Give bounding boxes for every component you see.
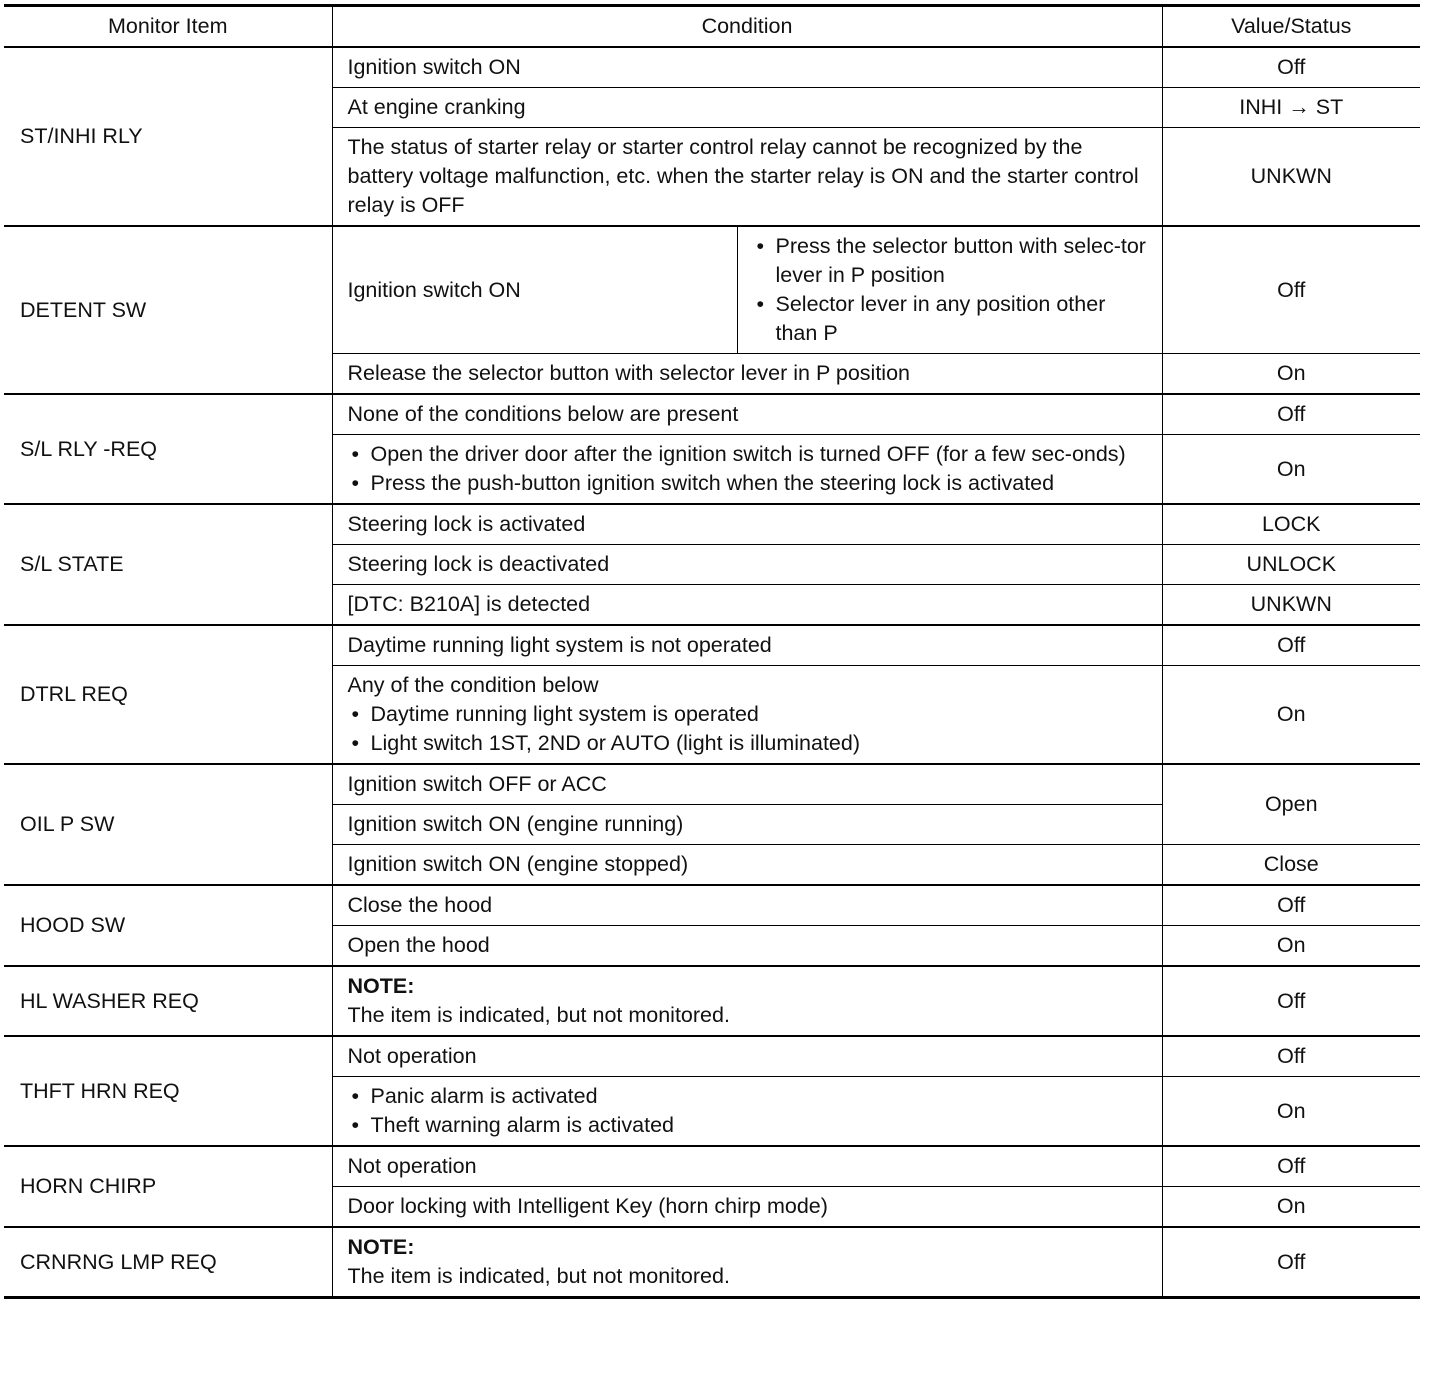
table-row bbox=[4, 1227, 1420, 1298]
table-row bbox=[4, 625, 1420, 666]
group-hl-washer-req bbox=[4, 966, 1420, 1036]
value-cell: Off bbox=[1162, 625, 1420, 666]
note-title: NOTE: bbox=[347, 974, 415, 998]
monitor-item-name: HL WASHER REQ bbox=[4, 966, 332, 1036]
value-cell: Off bbox=[1162, 1227, 1420, 1298]
group-sl-rly-req bbox=[4, 394, 1420, 504]
value-cell: LOCK bbox=[1162, 504, 1420, 545]
condition-cell: Not operation bbox=[332, 1036, 1162, 1077]
table-row bbox=[4, 764, 1420, 805]
monitor-item-name: S/L STATE bbox=[4, 504, 332, 625]
value-cell: UNLOCK bbox=[1162, 545, 1420, 585]
value-cell: On bbox=[1162, 1187, 1420, 1228]
table-row bbox=[4, 885, 1420, 926]
value-cell: On bbox=[1162, 435, 1420, 505]
bullet-list bbox=[348, 1082, 1147, 1140]
table-row bbox=[4, 226, 1420, 354]
value-cell: Off bbox=[1162, 226, 1420, 354]
monitor-item-table bbox=[4, 4, 1420, 1299]
table-row bbox=[4, 504, 1420, 545]
table-row bbox=[4, 1036, 1420, 1077]
note-text: The item is indicated, but not monitored. bbox=[347, 1264, 730, 1288]
header-row bbox=[4, 6, 1420, 48]
condition-cell: Steering lock is deactivated bbox=[332, 545, 1162, 585]
condition-cell: Daytime running light system is not operated bbox=[332, 625, 1162, 666]
condition-cell: Ignition switch ON (engine running) bbox=[332, 805, 1162, 845]
condition-cell: Release the selector button with selector lever in P position bbox=[332, 354, 1162, 395]
list-item: • Press the push-button ignition switch when the steering lock is activated bbox=[348, 469, 1147, 498]
value-cell: On bbox=[1162, 666, 1420, 765]
group-dtrl-req bbox=[4, 625, 1420, 764]
condition-cell: Not operation bbox=[332, 1146, 1162, 1187]
group-st-inhi-rly bbox=[4, 47, 1420, 226]
value-cell: UNKWN bbox=[1162, 585, 1420, 626]
list-item: • Daytime running light system is operated bbox=[348, 700, 1147, 729]
value-cell: On bbox=[1162, 354, 1420, 395]
group-sl-state bbox=[4, 504, 1420, 625]
condition-cell: At engine cranking bbox=[332, 88, 1162, 128]
header-condition: Condition bbox=[332, 6, 1162, 48]
table-row bbox=[4, 47, 1420, 88]
value-cell: Off bbox=[1162, 1036, 1420, 1077]
condition-cell: [DTC: B210A] is detected bbox=[332, 585, 1162, 626]
value-cell: Off bbox=[1162, 394, 1420, 435]
value-cell: INHI → ST bbox=[1162, 88, 1420, 128]
group-hood-sw bbox=[4, 885, 1420, 966]
monitor-item-name: OIL P SW bbox=[4, 764, 332, 885]
group-detent-sw bbox=[4, 226, 1420, 394]
condition-cell bbox=[332, 435, 1162, 505]
note-title: NOTE: bbox=[347, 1235, 415, 1259]
monitor-item-name: CRNRNG LMP REQ bbox=[4, 1227, 332, 1298]
condition-cell: Ignition switch OFF or ACC bbox=[332, 764, 1162, 805]
list-item: • Open the driver door after the ignition switch is turned OFF (for a few sec-onds) bbox=[348, 440, 1147, 469]
condition-cell: Ignition switch ON (engine stopped) bbox=[332, 845, 1162, 886]
condition-cell: The status of starter relay or starter control relay cannot be recognized by the battery voltage malfunction, etc. when the starter relay is ON and the starter control relay is OFF bbox=[332, 128, 1162, 227]
condition-cell: Ignition switch ON bbox=[332, 47, 1162, 88]
value-cell: On bbox=[1162, 926, 1420, 967]
condition-cell: Steering lock is activated bbox=[332, 504, 1162, 545]
list-item: • Theft warning alarm is activated bbox=[348, 1111, 1147, 1140]
value-cell: Open bbox=[1162, 764, 1420, 845]
list-item: • Panic alarm is activated bbox=[348, 1082, 1147, 1111]
table-row bbox=[4, 966, 1420, 1036]
condition-cell: Close the hood bbox=[332, 885, 1162, 926]
condition-cell bbox=[332, 666, 1162, 765]
condition-cell: Open the hood bbox=[332, 926, 1162, 967]
group-thft-hrn-req bbox=[4, 1036, 1420, 1146]
value-cell: UNKWN bbox=[1162, 128, 1420, 227]
group-oil-p-sw bbox=[4, 764, 1420, 885]
value-cell: Off bbox=[1162, 885, 1420, 926]
group-crnrng-lmp-req bbox=[4, 1227, 1420, 1298]
list-item: • Selector lever in any position other than P bbox=[753, 290, 1147, 348]
condition-cell: Ignition switch ON bbox=[332, 226, 737, 354]
value-cell: Off bbox=[1162, 1146, 1420, 1187]
monitor-item-name: ST/INHI RLY bbox=[4, 47, 332, 226]
value-cell: Close bbox=[1162, 845, 1420, 886]
table-row bbox=[4, 394, 1420, 435]
monitor-item-name: HOOD SW bbox=[4, 885, 332, 966]
bullet-list bbox=[348, 440, 1147, 498]
list-item: • Light switch 1ST, 2ND or AUTO (light is illuminated) bbox=[348, 729, 1147, 758]
monitor-item-name: HORN CHIRP bbox=[4, 1146, 332, 1227]
list-item: • Press the selector button with selec-tor lever in P position bbox=[753, 232, 1147, 290]
condition-cell: None of the conditions below are present bbox=[332, 394, 1162, 435]
bullet-list bbox=[348, 700, 1147, 758]
monitor-item-name: THFT HRN REQ bbox=[4, 1036, 332, 1146]
condition-lead-text: Any of the condition below bbox=[347, 673, 599, 697]
condition-cell bbox=[332, 1077, 1162, 1147]
sub-condition-cell bbox=[737, 226, 1162, 354]
header-monitor-item: Monitor Item bbox=[4, 6, 332, 48]
value-cell: On bbox=[1162, 1077, 1420, 1147]
condition-cell: Door locking with Intelligent Key (horn chirp mode) bbox=[332, 1187, 1162, 1228]
table-row bbox=[4, 1146, 1420, 1187]
monitor-item-name: DTRL REQ bbox=[4, 625, 332, 764]
group-horn-chirp bbox=[4, 1146, 1420, 1227]
header-value-status: Value/Status bbox=[1162, 6, 1420, 48]
value-cell: Off bbox=[1162, 47, 1420, 88]
monitor-item-name: S/L RLY -REQ bbox=[4, 394, 332, 504]
bullet-list bbox=[753, 232, 1147, 348]
value-cell: Off bbox=[1162, 966, 1420, 1036]
monitor-item-name: DETENT SW bbox=[4, 226, 332, 394]
condition-cell bbox=[332, 966, 1162, 1036]
note-text: The item is indicated, but not monitored. bbox=[347, 1003, 730, 1027]
condition-cell bbox=[332, 1227, 1162, 1298]
